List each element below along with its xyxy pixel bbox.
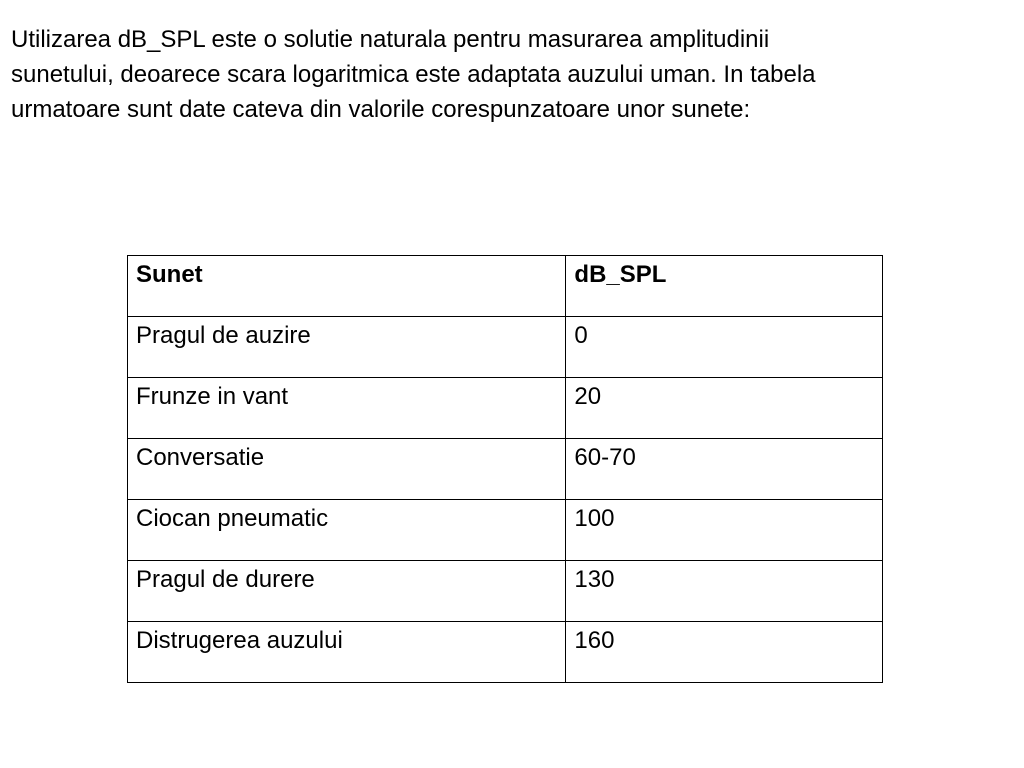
- table-row: [128, 622, 883, 683]
- cell-db-spl: 160: [566, 622, 883, 683]
- cell-sound: Frunze in vant: [128, 378, 566, 439]
- table-row: [128, 378, 883, 439]
- sound-levels-table: [127, 255, 883, 683]
- cell-db-spl: 130: [566, 561, 883, 622]
- table-row: [128, 317, 883, 378]
- cell-sound: Distrugerea auzului: [128, 622, 566, 683]
- intro-line: sunetului, deoarece scara logaritmica este adaptata auzului uman. In tabela: [11, 61, 816, 88]
- cell-sound: Ciocan pneumatic: [128, 500, 566, 561]
- header-sound: Sunet: [128, 256, 566, 317]
- cell-db-spl: 100: [566, 500, 883, 561]
- table-row: [128, 500, 883, 561]
- intro-line: Utilizarea dB_SPL este o solutie naturala pentru masurarea amplitudinii: [11, 26, 770, 53]
- table-row: [128, 561, 883, 622]
- cell-sound: Pragul de durere: [128, 561, 566, 622]
- table-row: [128, 439, 883, 500]
- cell-db-spl: 20: [566, 378, 883, 439]
- header-db-spl: dB_SPL: [566, 256, 883, 317]
- table-header-row: [128, 256, 883, 317]
- cell-db-spl: 0: [566, 317, 883, 378]
- intro-paragraph: [11, 22, 1011, 127]
- intro-line: urmatoare sunt date cateva din valorile corespunzatoare unor sunete:: [11, 96, 751, 123]
- cell-sound: Conversatie: [128, 439, 566, 500]
- cell-db-spl: 60-70: [566, 439, 883, 500]
- cell-sound: Pragul de auzire: [128, 317, 566, 378]
